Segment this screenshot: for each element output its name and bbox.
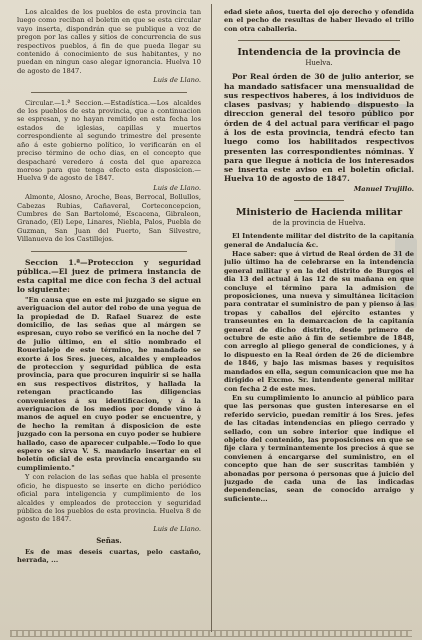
signature: Luis de Llano. [153, 524, 201, 533]
notice-paragraph: Y con relacion de las señas que habla el presente oficio, he dispuesto se inserte en dicho periódico oficial para inteligencia y cumplimiento de los alcaldes y empleados de proteccion y seguridad pública de los pueblos de esta provincia. Huelva 8 de agosto de 1847. [17, 473, 201, 524]
notice-proteccion [17, 258, 201, 565]
signs-label: Señas. [96, 536, 122, 546]
section-divider [31, 251, 187, 252]
notice-paragraph: Por Real órden de 30 de julio anterior, se ha mandado satisfacer una mensualidad de sus respectivos haberes, á los individuos de clases pasivas; y habiendo dispuesto la direccion general del tesoro público por órden de 4 del actual para verificar el pago á los de esta provincia, tendrá efecto tan luego como los habilitados respectivos presenten las correspondientes nóminas. Y para que llegue á noticia de los interesados se inserta este aviso en el boletín oficial. Huelva 10 de agosto de 1847. [224, 72, 414, 184]
ministerio-section [224, 207, 414, 503]
right-column [224, 8, 414, 626]
section-heading: Intendencia de la provincia de [237, 47, 401, 59]
section-heading: Ministerio de Hacienda militar [235, 207, 403, 219]
section-divider [294, 200, 344, 201]
notice-paragraph: "En causa que en este mi juzgado se sigue en averiguacion del autor del robo de una yegua de la propiedad de D. Rafael Suarez de este domicilio, de las señas que al márgen se espresan, cuyo robo se verificó en la noche del 7 de julio último, en el sitio nombrado el Rouerialejo de este término, he mandado se exorte á los Sres. jueces, alcaldes y empleados de proteccion y seguridad pública de esta provincia, para que procuren inquirir si se halla en sus respectivos distritos, y hallada la retengan practicando las diligencias convenientes á su identificacion, y á la averiguacion de los medios por donde vino á manos de aquel en cuyo poder se encuentre, y de hecho la remitan á disposicion de este juzgado con la persona en cuyo poder se hubiere hallado, caso de aparecer culpable.—Todo lo que espero se sirva V. S. mandarlo insertar en el boletín oficial de esta provincia encargando su cumplimiento." [17, 295, 201, 472]
signature: Manuel Trujillo. [353, 184, 414, 193]
intendencia-section [224, 47, 414, 193]
section-subheading: de la provincia de Huelva. [272, 219, 366, 228]
notice-paragraph: Hace saber: que á virtud de Real órden de 31 de julio último ha de celebrarse en la intendencia general militar y en la del distrito de Burgos el dia 13 del actual á las 12 de su mañana en que concluye el término para la admision de proposiciones, una nueva y simultánea licitacion para contratar el suministro de pan y pienso á las tropas y caballos del ejército estantes y transeuntes en la demarcacion de la capitanía general de dicho distrito, desde primero de octubre de este año á fin de setiembre de 1848, con arreglo al pliego general de condiciones, y á lo dispuesto en la Real órden de 26 de diciembre de 1846, y bajo las mismas bases y requisitos mandados en ella, segun comunicacion que me ha dirigido el Excmo. Sr. intendente general militar con fecha 2 de este mes. [224, 250, 414, 393]
signs-text: Es de mas deseis cuartas, pelo castaño, herrada, ... [17, 547, 201, 564]
notice-paragraph: En su cumplimiento lo anuncio al público para que las personas que gusten interesarse en el referido servicio, puedan remitir á los Sres. jefes de las citadas intendencias en pliego cerrado y sellado, con un sobre interior que indique el objeto del contenido, las proposiciones en que se fije clara y terminantemente los precios á que se convienen á encargarse del suministro, en el concepto que han de ser suscritas también y abonadas por persona ó personas que á juicio del juzgado de cada una de las indicadas dependencias, sean de conocido arraigo y suficiente... [224, 393, 414, 503]
section-title-paragraph: Seccion 1.ª—Proteccion y seguridad pública.—El juez de primera instancia de esta capital me dice con fecha 3 del actual lo siguiente: [17, 257, 201, 295]
notice-paragraph: edad siete años, tuerta del ojo derecho y ofendida en el pecho de resultas de haber llevado el trillo con otra caballeria. [224, 8, 414, 33]
signature: Luis de Llano. [153, 183, 201, 192]
decorative-border [10, 630, 412, 637]
notice-paragraph: Circular.—1.ª Seccion.—Estadística.—Los alcaldes de los pueblos de esta provincia, que a continuacion se espresan, y no hayan remitido en esta fecha los estados de iglesias, capillas y muertos correspondiente al segundo trimestre del presente año á este gobierno político, lo verificarán en el preciso término de ocho dias, en el concepto que despacharé veredero á costa del que aparezca moroso para que tenga efecto esta disposicion.—Huelva 9 de agosto de 1847. [17, 98, 201, 183]
signature: Luis de Llano. [153, 76, 201, 85]
notice-estadistica [17, 99, 201, 244]
notice-paragraph: El Intendente militar del distrito de la capitanía general de Andalucía &c. [224, 232, 414, 249]
notice-alcaldes [17, 8, 201, 85]
left-column [17, 8, 201, 626]
column-rule [211, 4, 212, 632]
continued-text [224, 8, 414, 33]
towns-list: Almonte, Alosno, Aroche, Beas, Berrocal, Bollullos, Cabezas Rubias, Cañaveral, Corteconcepcion, Cumbres de San Bartolomé, Escacena, Gibraleon, Granado, (El) Lepe, Linares, Niebla, Palos, Puebla de Guzman, San Juan del Puerto, San Silvestre, Villanueva de los Castillejos. [17, 193, 201, 244]
section-subheading: Huelva. [305, 59, 333, 68]
section-divider [238, 40, 400, 41]
section-divider [31, 92, 187, 93]
notice-paragraph: Los alcaldes de los pueblos de esta provincia tan luego como reciban el boletin en que se esta circular vayo inserta, dispondrán que se publique a voz de pregon por las calles y sitios de concurrencia de sus respectivos pueblos, á fin de que pueda llegar su contenido á conocimiento de sus habitantes, y no puedan en ningun caso alegar ignorancia. Huelva 10 de agosto de 1847. [17, 8, 201, 75]
